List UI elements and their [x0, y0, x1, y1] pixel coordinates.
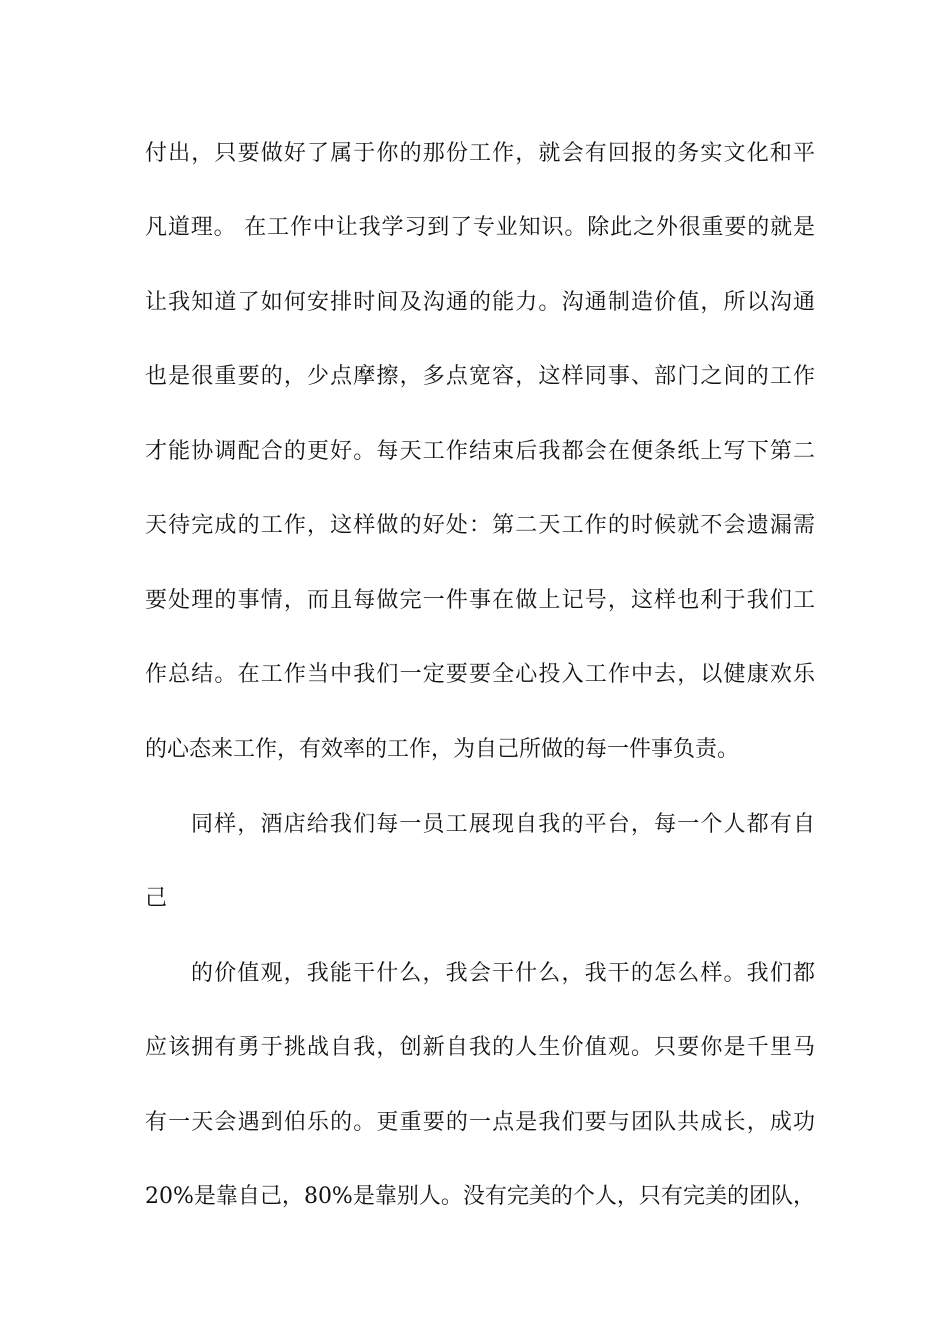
paragraph-line: 有一天会遇到伯乐的。更重要的一点是我们要与团队共成长，成功 — [145, 1110, 815, 1135]
paragraph-line: 要处理的事情，而且每做完一件事在做上记号，这样也利于我们工 — [145, 588, 815, 613]
paragraph-line: 也是很重要的，少点摩擦，多点宽容，这样同事、部门之间的工作 — [145, 364, 815, 389]
paragraph-line: 同样，酒店给我们每一员工展现自我的平台，每一个人都有自 — [191, 812, 815, 837]
paragraph-line: 凡道理。 在工作中让我学习到了专业知识。除此之外很重要的就是 — [145, 215, 815, 240]
paragraph-line: 的心态来工作，有效率的工作，为自己所做的每一件事负责。 — [145, 737, 740, 762]
paragraph-line: 的价值观，我能干什么，我会干什么，我干的怎么样。我们都 — [191, 961, 815, 986]
paragraph-line: 应该拥有勇于挑战自我，创新自我的人生价值观。只要你是千里马 — [145, 1035, 815, 1060]
paragraph-line: 付出，只要做好了属于你的那份工作，就会有回报的务实文化和平 — [145, 141, 815, 166]
paragraph-line: 己 — [145, 886, 168, 911]
paragraph-line: 20%是靠自己，80%是靠别人。没有完美的个人，只有完美的团队， — [145, 1184, 815, 1209]
paragraph-line: 天待完成的工作，这样做的好处：第二天工作的时候就不会遗漏需 — [145, 513, 815, 538]
paragraph-line: 让我知道了如何安排时间及沟通的能力。沟通制造价值，所以沟通 — [145, 290, 815, 315]
paragraph-line: 作总结。在工作当中我们一定要要全心投入工作中去，以健康欢乐 — [145, 662, 815, 687]
paragraph-line: 才能协调配合的更好。每天工作结束后我都会在便条纸上写下第二 — [145, 439, 815, 464]
